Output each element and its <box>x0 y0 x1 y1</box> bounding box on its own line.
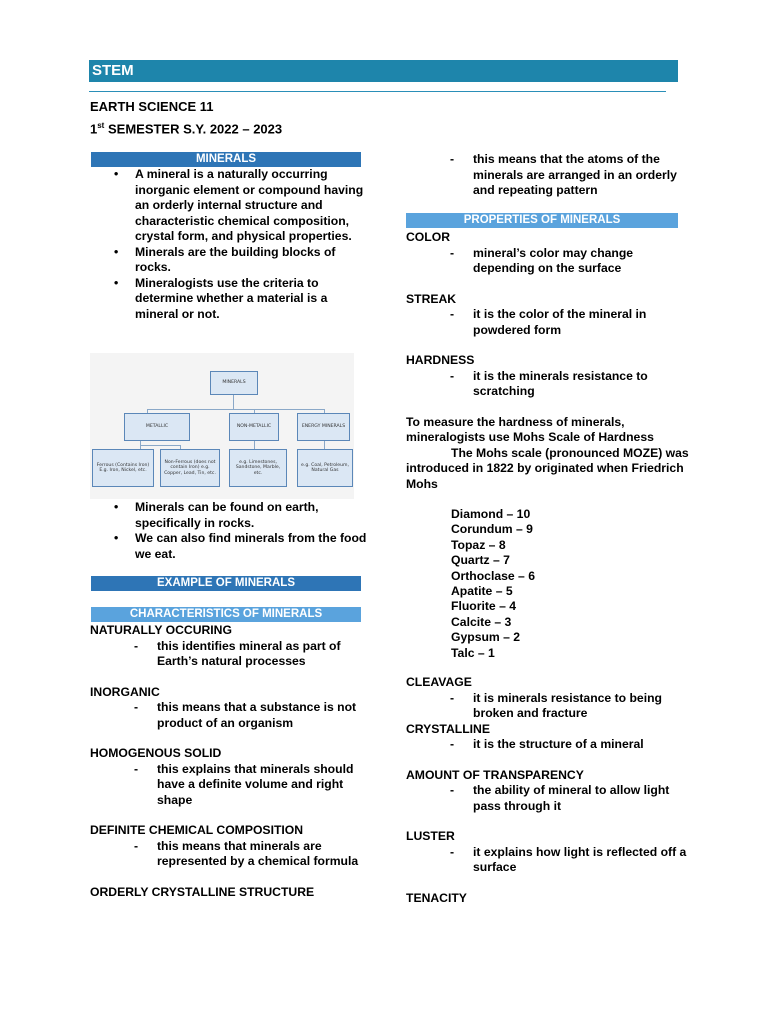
diagram-root: MINERALS <box>210 371 258 395</box>
mohs-scale-list <box>451 507 651 661</box>
mohs-history-paragraph: The Mohs scale (pronounced MOZE) was introduced in 1822 by originated when Friedrich Mohs <box>406 445 689 491</box>
diagram-leaf: e.g. Coal, Petroleum, Natural Gas <box>297 449 353 487</box>
list-item: Diamond – 10 <box>451 507 531 521</box>
list-item: Apatite – 5 <box>451 584 513 599</box>
term-homogenous-solid: HOMOGENOUS SOLID <box>90 746 222 760</box>
term-definite-chemical-composition: DEFINITE CHEMICAL COMPOSITION <box>90 823 304 837</box>
diagram-leaf: Non-Ferrous (does not contain Iron) e.g. Copper, Lead, Tin, etc. <box>160 449 220 487</box>
characteristics-list <box>90 623 380 900</box>
header-bar-label: STEM <box>92 62 134 79</box>
definition: - it is the structure of a mineral <box>450 737 644 751</box>
list-item: • Minerals can be found on earth, specifically in rocks. <box>90 500 370 531</box>
example-heading: EXAMPLE OF MINERALS <box>91 576 361 591</box>
definition: - this explains that minerals should have a definite volume and right shape <box>134 761 354 807</box>
minerals-bullet-list <box>90 167 370 322</box>
definition-orderly: - this means that the atoms of the minerals are arranged in an orderly and repeating pattern <box>450 152 677 197</box>
list-item: Gypsum – 2 <box>451 630 521 645</box>
list-item: Quartz – 7 <box>451 553 510 568</box>
diagram-branch-metallic: METALLIC <box>124 413 190 441</box>
list-item: • Minerals are the building blocks of rocks. <box>90 245 370 276</box>
diagram-branch-energy: ENERGY MINERALS <box>297 413 350 441</box>
definition: - mineral’s color may change depending on the surface <box>450 245 634 275</box>
term-orderly-crystalline-structure: ORDERLY CRYSTALLINE STRUCTURE <box>90 884 315 899</box>
list-item: Corundum – 9 <box>451 522 533 537</box>
right-column <box>406 152 696 199</box>
definition: - it explains how light is reflected off a surface <box>450 844 687 874</box>
term-naturally-occuring: NATURALLY OCCURING <box>90 623 232 637</box>
list-item: Orthoclase – 6 <box>451 568 535 583</box>
properties-list-continued <box>406 675 696 906</box>
definition: - this means that minerals are represented by a chemical formula <box>134 838 359 868</box>
list-item: • Mineralogists use the criteria to determine whether a material is a mineral or not. <box>90 276 370 323</box>
term-hardness: HARDNESS <box>406 353 475 367</box>
term-tenacity: TENACITY <box>406 890 467 905</box>
definition: - it is minerals resistance to being broken and fracture <box>450 690 662 720</box>
diagram-branch-nonmetallic: NON-METALLIC <box>229 413 279 441</box>
diagram-leaf: e.g. Limestones, Sandstone, Marble, etc. <box>229 449 287 487</box>
definition: - it is the color of the mineral in powdered form <box>450 307 647 337</box>
definition: - the ability of mineral to allow light pass through it <box>450 783 670 813</box>
term-inorganic: INORGANIC <box>90 684 160 699</box>
header-bar <box>89 60 678 82</box>
diagram-leaf: Ferrous (Contains Iron) E.g. Iron, Nickel, etc. <box>92 449 154 487</box>
term-luster: LUSTER <box>406 829 455 843</box>
header-rule <box>89 91 666 92</box>
characteristics-heading: CHARACTERISTICS OF MINERALS <box>91 607 361 622</box>
term-color: COLOR <box>406 230 451 244</box>
found-bullet-list <box>90 500 370 562</box>
list-item: • A mineral is a naturally occurring inorganic element or compound having an orderly internal structure and characteristic chemical composition, crystal form, and physical properties. <box>90 167 370 245</box>
minerals-heading: MINERALS <box>91 152 361 167</box>
term-streak: STREAK <box>406 291 457 306</box>
mohs-paragraph: To measure the hardness of minerals, mineralogists use Mohs Scale of Hardness <box>406 414 654 444</box>
list-item: Calcite – 3 <box>451 614 512 629</box>
term-cleavage: CLEAVAGE <box>406 675 472 689</box>
list-item: Fluorite – 4 <box>451 599 517 614</box>
definition: - it is the minerals resistance to scratching <box>450 368 648 398</box>
definition: - this means that a substance is not product of an organism <box>134 700 357 730</box>
list-item: Talc – 1 <box>451 645 495 660</box>
term-transparency: AMOUNT OF TRANSPARENCY <box>406 767 584 782</box>
definition: - this identifies mineral as part of Earth’s natural processes <box>134 638 341 668</box>
list-item: • We can also find minerals from the food we eat. <box>90 531 370 562</box>
properties-heading: PROPERTIES OF MINERALS <box>406 213 678 228</box>
minerals-classification-diagram <box>90 353 354 499</box>
term-crystalline: CRYSTALLINE <box>406 721 490 736</box>
properties-list <box>406 230 696 492</box>
course-title: EARTH SCIENCE 11 <box>90 99 214 114</box>
semester-line: 1st SEMESTER S.Y. 2022 – 2023 <box>90 121 283 137</box>
list-item: Topaz – 8 <box>451 537 506 552</box>
